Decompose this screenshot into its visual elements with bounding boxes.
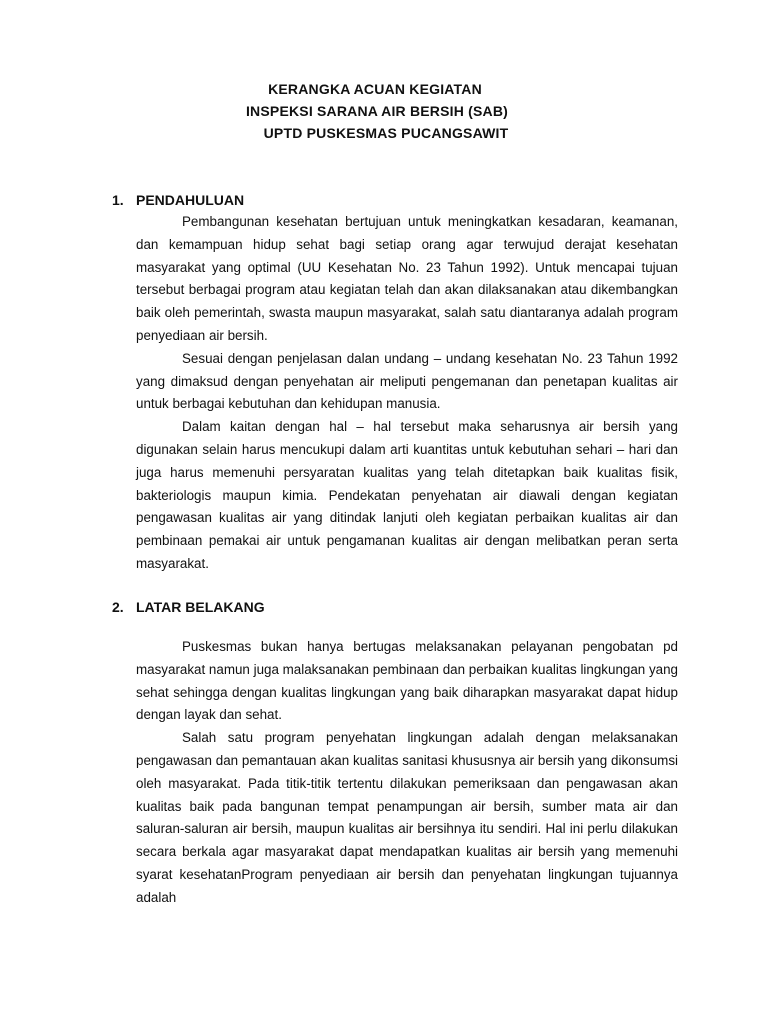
paragraph: Puskesmas bukan hanya bertugas melaksanakan pelayanan pengobatan pd masyarakat namun juga malaksanakan pembinaan dan perbaikan kualitas lingkungan yang sehat sehingga dengan kualitas lingkungan yang baik diharapkan masyarakat dapat hidup dengan layak dan sehat. xyxy=(136,639,678,723)
section-pendahuluan xyxy=(112,189,678,576)
paragraph: Sesuai dengan penjelasan dalan undang – undang kesehatan No. 23 Tahun 1992 yang dimaksud dengan penyehatan air meliputi pengemanan dan penetapan kualitas air untuk berbagai kebutuhan dan kehidupan manusia. xyxy=(136,350,678,412)
paragraph: Pembangunan kesehatan bertujuan untuk meningkatkan kesadaran, keamanan, dan kemampuan hidup sehat bagi setiap orang agar terwujud derajat kesehatan masyarakat yang optimal (UU Kesehatan No. 23 Tahun 1992). Untuk mencapai tujuan tersebut berbagai program atau kegiatan telah dan akan dilaksanakan atau dikembangkan baik oleh pemerintah, swasta maupun masyarakat, salah satu diantaranya adalah program penyediaan air bersih. xyxy=(136,214,678,343)
document-title xyxy=(0,78,768,144)
title-line-1: KERANGKA ACUAN KEGIATAN xyxy=(268,81,482,97)
section-heading xyxy=(112,596,678,618)
section-body xyxy=(136,211,678,576)
paragraph: Salah satu program penyehatan lingkungan adalah dengan melaksanakan pengawasan dan pemantauan akan kualitas sanitasi khususnya air bersih yang dikonsumsi oleh masyarakat. Pada titik-titik tertentu dilakukan pemeriksaan dan pengawasan akan kualitas baik pada bangunan tempat penampungan air bersih, sumber mata air dan saluran-saluran air bersih, maupun kualitas air bersihnya itu sendiri. Hal ini perlu dilakukan secara berkala agar masyarakat dapat mendapatkan kualitas air bersih yang memenuhi syarat kesehatanProgram penyediaan air bersih dan penyehatan lingkungan tujuannya adalah xyxy=(136,730,678,905)
section-body xyxy=(136,636,678,910)
section-heading xyxy=(112,189,678,211)
paragraph: Dalam kaitan dengan hal – hal tersebut maka seharusnya air bersih yang digunakan selain harus mencukupi dalam arti kuantitas untuk kebutuhan sehari – hari dan juga harus memenuhi persyaratan kualitas yang telah ditetapkan baik kualitas fisik, bakteriologis maupun kimia. Pendekatan penyehatan air diawali dengan kegiatan pengawasan kualitas air yang ditindak lanjuti oleh kegiatan perbaikan kualitas air dan pembinaan pemakai air untuk pengamanan kualitas air dengan melibatkan peran serta masyarakat. xyxy=(136,419,678,571)
section-number: 1. xyxy=(112,192,124,208)
title-line-2: INSPEKSI SARANA AIR BERSIH (SAB) xyxy=(245,103,509,119)
section-latar-belakang xyxy=(112,596,678,910)
section-title: LATAR BELAKANG xyxy=(136,599,265,615)
title-line-3: UPTD PUSKESMAS PUCANGSAWIT xyxy=(263,125,509,141)
section-number: 2. xyxy=(112,599,124,615)
section-title: PENDAHULUAN xyxy=(136,192,245,208)
